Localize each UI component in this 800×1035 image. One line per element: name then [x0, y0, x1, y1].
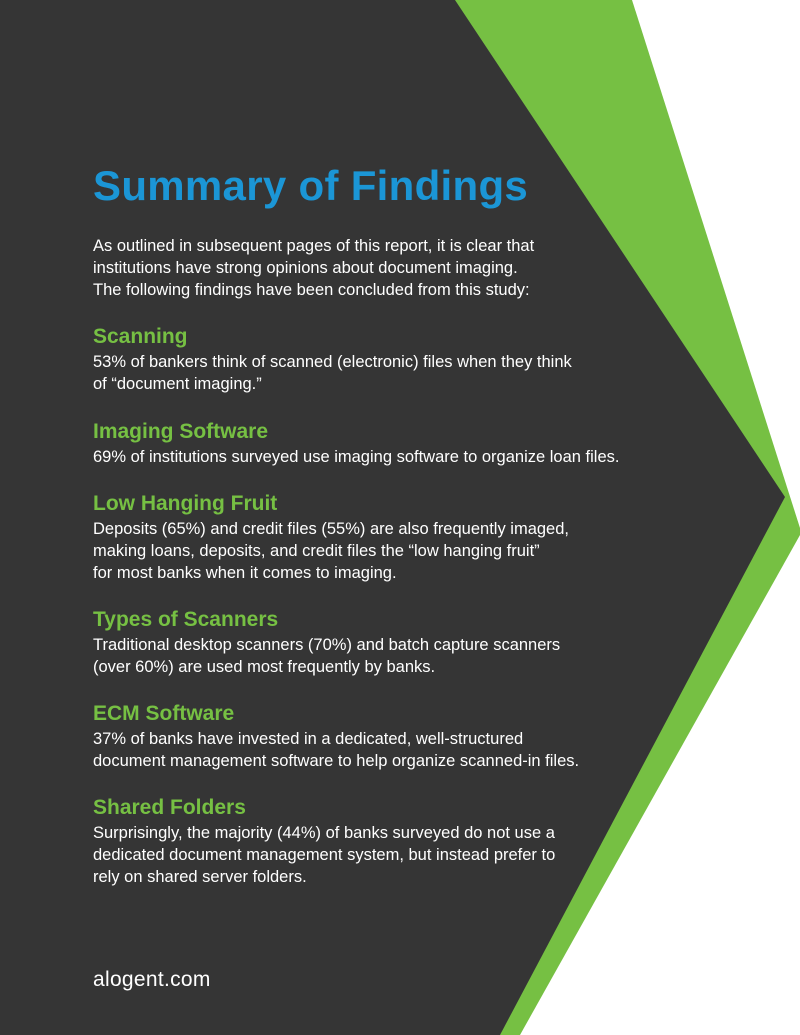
footer-website-link[interactable]: alogent.com	[93, 968, 211, 991]
finding-heading: Imaging Software	[93, 420, 269, 443]
intro-paragraph	[93, 235, 653, 301]
finding-ecm-software	[93, 700, 653, 772]
finding-scanning	[93, 323, 653, 395]
intro-line: institutions have strong opinions about document imaging.	[93, 259, 518, 277]
finding-line: making loans, deposits, and credit files the “low hanging fruit”	[93, 542, 540, 560]
finding-line: 53% of bankers think of scanned (electronic) files when they think	[93, 353, 572, 371]
finding-line: of “document imaging.”	[93, 375, 262, 393]
finding-text	[93, 634, 653, 678]
finding-heading: ECM Software	[93, 702, 235, 725]
finding-line: Deposits (65%) and credit files (55%) are also frequently imaged,	[93, 520, 569, 538]
finding-heading: Scanning	[93, 325, 188, 348]
finding-line: document management software to help organize scanned-in files.	[93, 752, 580, 770]
finding-text	[93, 822, 653, 888]
finding-text	[93, 728, 653, 772]
finding-line: Surprisingly, the majority (44%) of banks surveyed do not use a	[93, 824, 555, 842]
finding-heading: Types of Scanners	[93, 608, 279, 631]
finding-heading: Shared Folders	[93, 796, 246, 819]
finding-line: 69% of institutions surveyed use imaging software to organize loan files.	[93, 448, 620, 466]
finding-low-hanging-fruit	[93, 490, 653, 584]
finding-imaging-software	[93, 418, 653, 468]
finding-line: rely on shared server folders.	[93, 868, 307, 886]
finding-line: Traditional desktop scanners (70%) and batch capture scanners	[93, 636, 561, 654]
page-title: Summary of Findings	[93, 162, 529, 209]
finding-shared-folders	[93, 794, 653, 888]
intro-line: The following findings have been concluded from this study:	[93, 281, 530, 299]
finding-text	[93, 351, 653, 395]
finding-line: (over 60%) are used most frequently by banks.	[93, 658, 436, 676]
finding-heading: Low Hanging Fruit	[93, 492, 278, 515]
finding-line: dedicated document management system, but instead prefer to	[93, 846, 556, 864]
finding-line: for most banks when it comes to imaging.	[93, 564, 397, 582]
finding-types-of-scanners	[93, 606, 653, 678]
finding-line: 37% of banks have invested in a dedicated, well-structured	[93, 730, 524, 748]
finding-text	[93, 518, 653, 584]
intro-line: As outlined in subsequent pages of this report, it is clear that	[93, 237, 535, 255]
finding-text	[93, 446, 653, 468]
